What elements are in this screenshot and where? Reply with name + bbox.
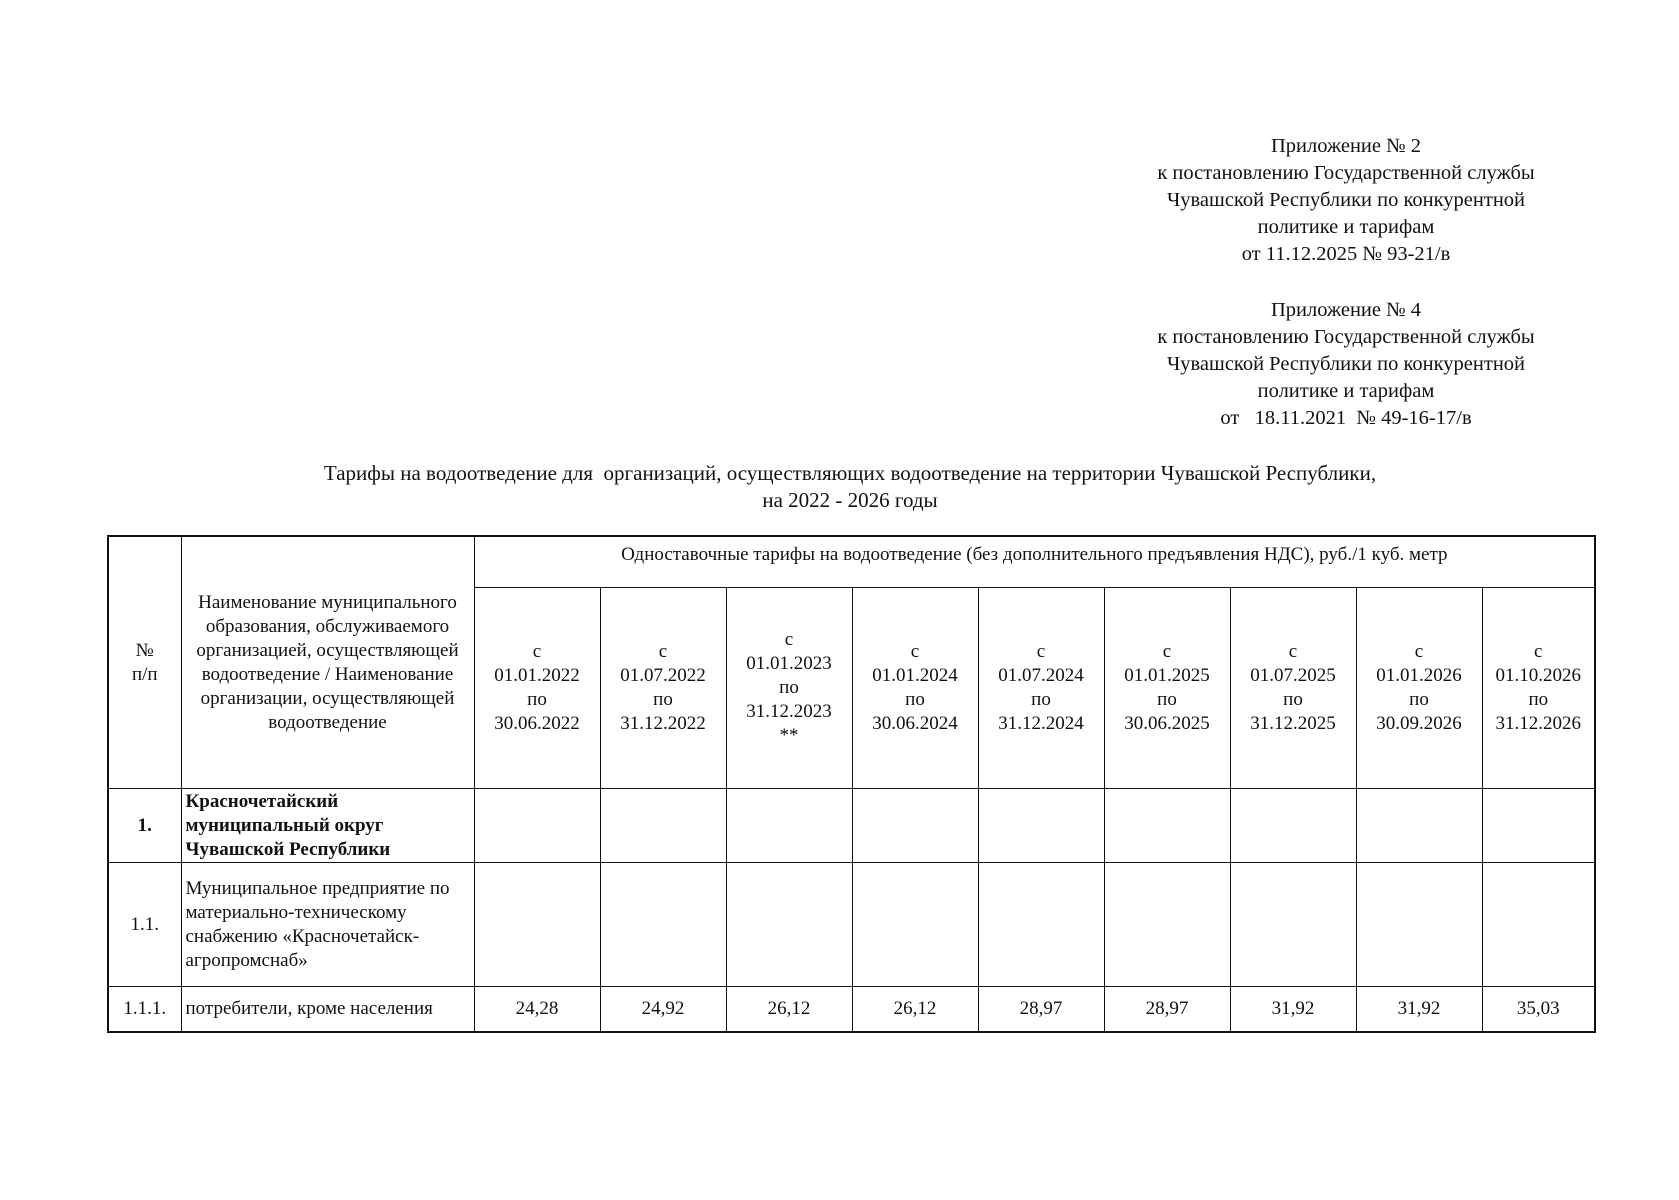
tariff-cell: 24,92 <box>600 987 726 1033</box>
tariff-cell <box>1230 789 1356 863</box>
tariff-cell: 31,92 <box>1230 987 1356 1033</box>
header-period: с 01.01.2026 по 30.09.2026 <box>1356 588 1482 789</box>
row-name: Муниципальное предприятие по материально-техническому снабжению «Красночетайск-агропромснаб» <box>181 863 474 987</box>
appendix-2-line: от 11.12.2025 № 93-21/в <box>1241 243 1451 265</box>
tariff-cell <box>1230 863 1356 987</box>
row-number: 1. <box>108 789 181 863</box>
title-line-2: на 2022 - 2026 годы <box>762 488 938 512</box>
header-period: с 01.07.2024 по 31.12.2024 <box>978 588 1104 789</box>
tariff-cell <box>1482 863 1595 987</box>
tariff-cell <box>1104 863 1230 987</box>
tariff-cell <box>978 863 1104 987</box>
header-period: с 01.07.2025 по 31.12.2025 <box>1230 588 1356 789</box>
appendix-2-line: к постановлению Государственной службы <box>1157 162 1535 184</box>
appendix-4-line: политике и тарифам <box>1257 380 1435 402</box>
table-row <box>108 863 1595 987</box>
appendix-4-line: от 18.11.2021 № 49-16-17/в <box>1220 407 1472 429</box>
header-period: с 01.01.2022 по 30.06.2022 <box>474 588 600 789</box>
header-period: с 01.01.2025 по 30.06.2025 <box>1104 588 1230 789</box>
header-period: с 01.01.2024 по 30.06.2024 <box>852 588 978 789</box>
appendix-4-line: к постановлению Государственной службы <box>1157 326 1535 348</box>
tariff-cell: 24,28 <box>474 987 600 1033</box>
row-name: Красночетайский муниципальный округ Чувашской Республики <box>181 789 474 863</box>
appendix-2-block <box>1138 133 1554 268</box>
header-num: № п/п <box>108 536 181 789</box>
appendix-4-line: Приложение № 4 <box>1270 299 1422 321</box>
tariff-cell <box>1104 789 1230 863</box>
row-number: 1.1.1. <box>108 987 181 1033</box>
table-row <box>108 987 1595 1033</box>
tariff-cell <box>726 863 852 987</box>
appendix-2-line: политике и тарифам <box>1257 216 1435 238</box>
row-name: потребители, кроме населения <box>181 987 474 1033</box>
tariff-cell: 28,97 <box>1104 987 1230 1033</box>
tariff-cell <box>978 789 1104 863</box>
tariff-cell: 31,92 <box>1356 987 1482 1033</box>
title-line-1: Тарифы на водоотведение для организаций, осуществляющих водоотведение на территории Чувашской Республики, <box>323 461 1377 485</box>
tariff-cell: 28,97 <box>978 987 1104 1033</box>
tariff-cell <box>852 863 978 987</box>
document-title <box>200 460 1500 514</box>
appendix-4-line: Чувашской Республики по конкурентной <box>1166 353 1526 375</box>
tariffs-table <box>107 535 1596 1033</box>
tariff-cell <box>1356 789 1482 863</box>
appendix-4-block <box>1138 297 1554 432</box>
tariff-cell <box>1356 863 1482 987</box>
tariff-cell <box>474 789 600 863</box>
header-period: с 01.01.2023 по 31.12.2023 ** <box>726 588 852 789</box>
tariff-cell: 26,12 <box>852 987 978 1033</box>
row-number: 1.1. <box>108 863 181 987</box>
appendix-2-line: Чувашской Республики по конкурентной <box>1166 189 1526 211</box>
header-period: с 01.10.2026 по 31.12.2026 <box>1482 588 1595 789</box>
tariff-cell <box>1482 789 1595 863</box>
tariff-cell <box>726 789 852 863</box>
tariff-cell <box>600 863 726 987</box>
appendix-2-line: Приложение № 2 <box>1270 135 1422 157</box>
tariff-cell: 26,12 <box>726 987 852 1033</box>
tariff-cell <box>600 789 726 863</box>
tariff-cell <box>474 863 600 987</box>
tariff-cell <box>852 789 978 863</box>
header-row-1 <box>108 536 1595 588</box>
header-period: с 01.07.2022 по 31.12.2022 <box>600 588 726 789</box>
table-row <box>108 789 1595 863</box>
header-name: Наименование муниципального образования, обслуживаемого организацией, осуществляющей водоотведение / Наименование организации, осуществляющей водоотведение <box>181 536 474 789</box>
header-tariff-group: Одноставочные тарифы на водоотведение (без дополнительного предъявления НДС), руб./1 куб. метр <box>474 536 1595 588</box>
tariff-cell: 35,03 <box>1482 987 1595 1033</box>
